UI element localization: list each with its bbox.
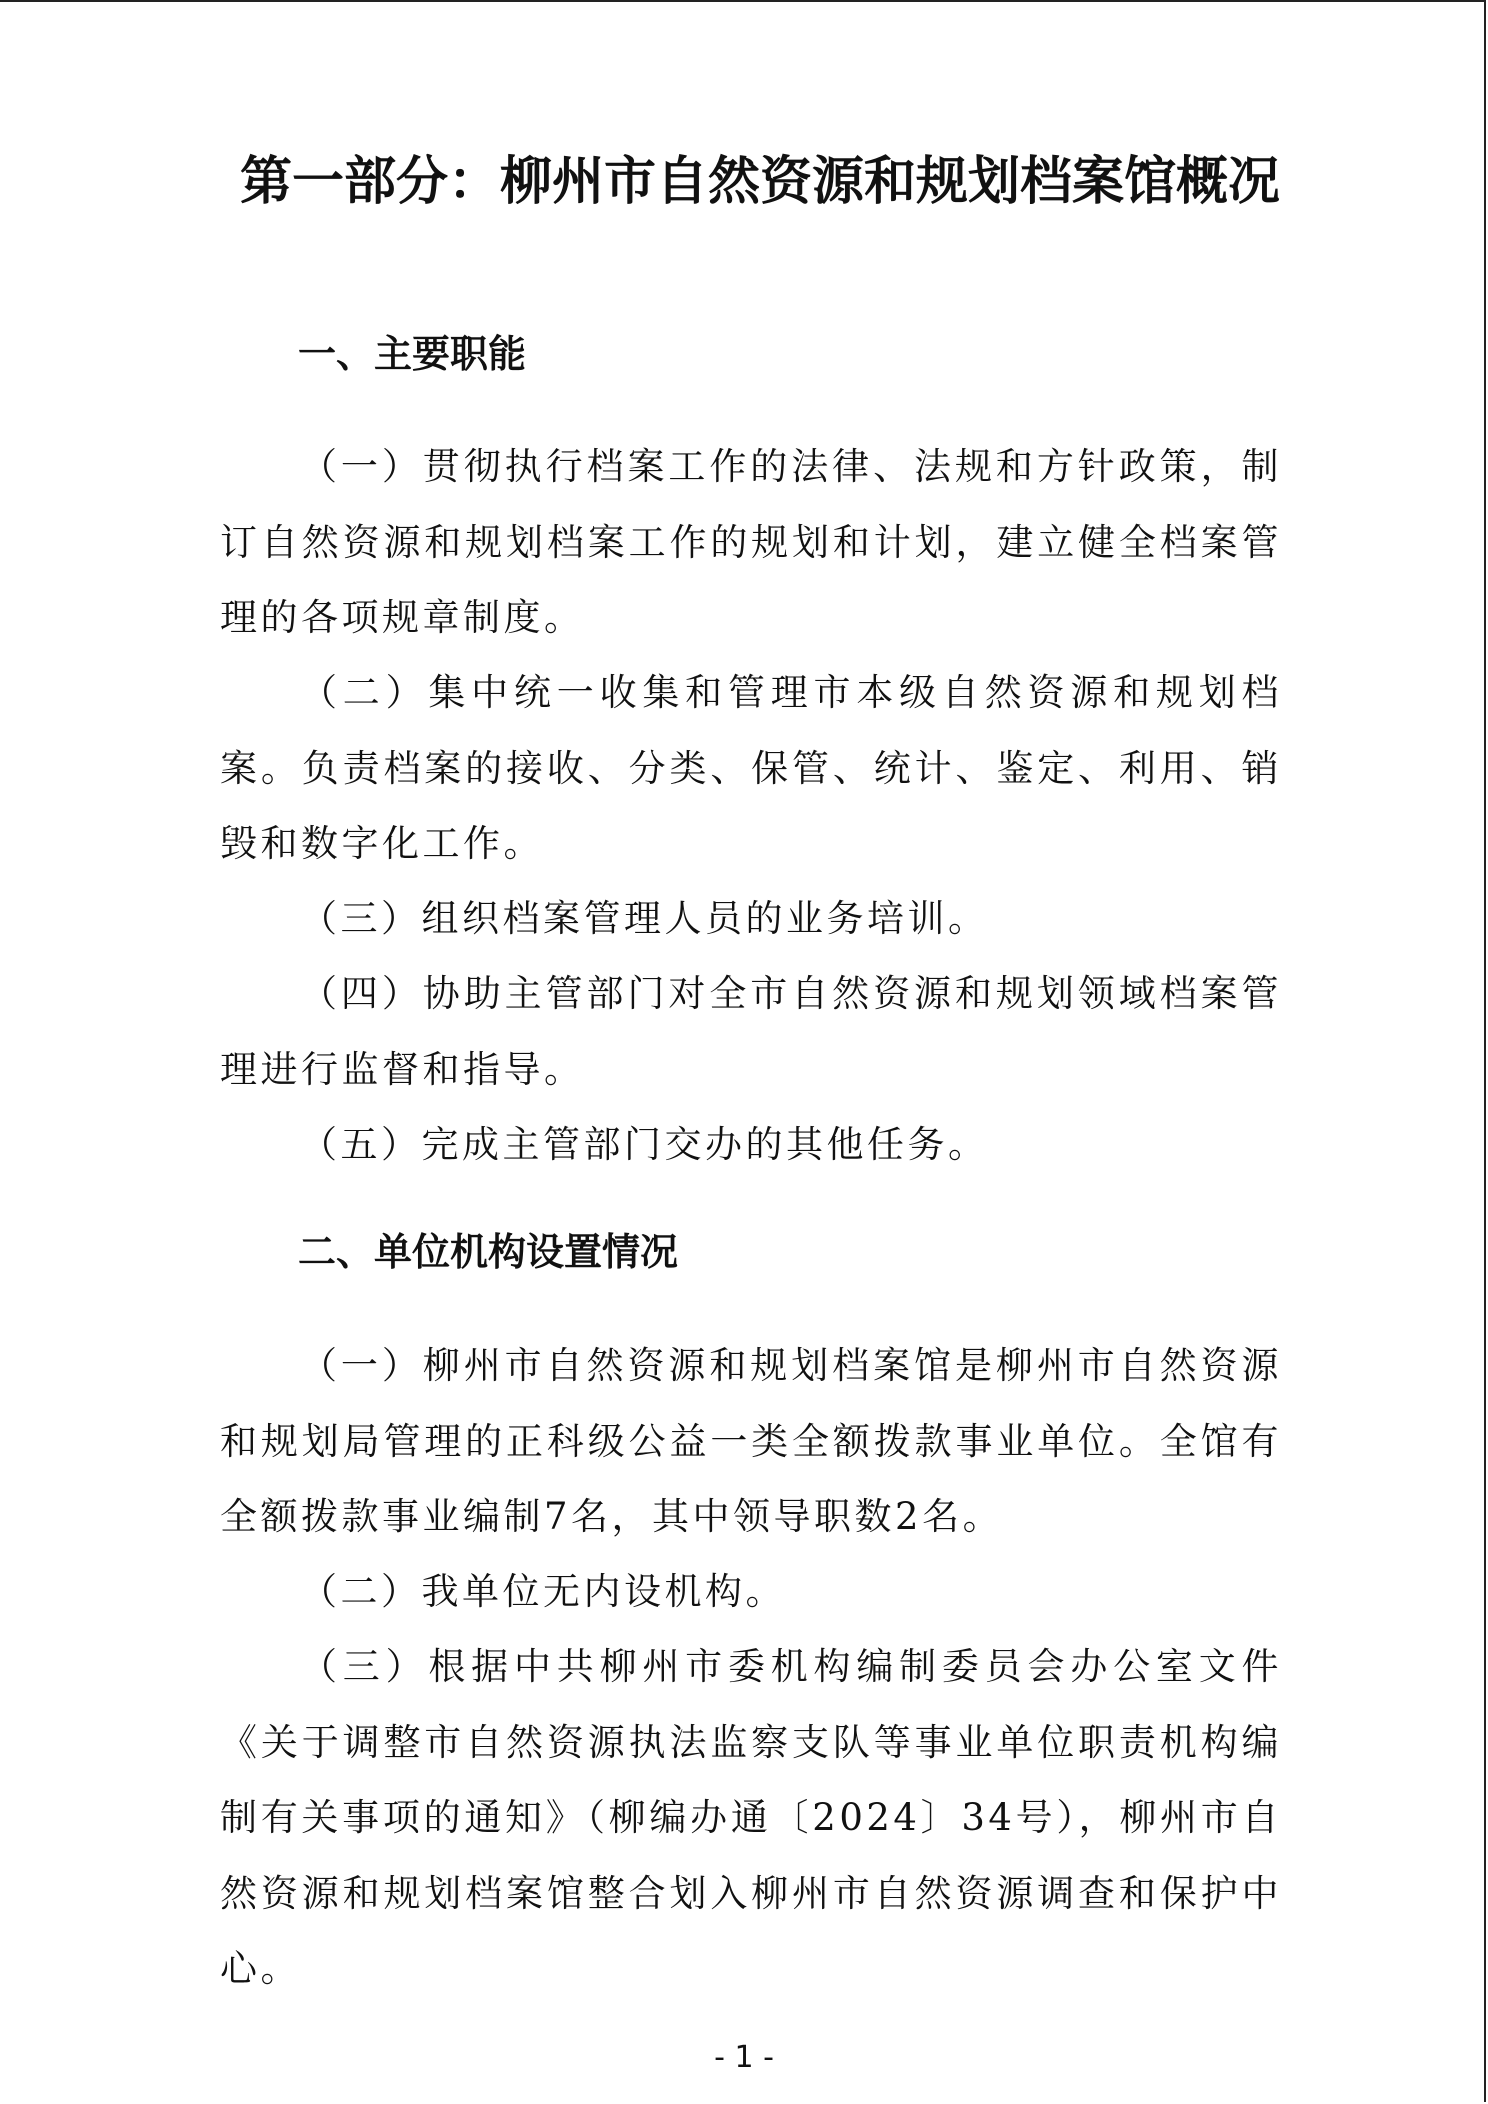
paragraph-organization-1: （一）柳州市自然资源和规划档案馆是柳州市自然资源和规划局管理的正科级公益一类全额拨款事业单位。全馆有全额拨款事业编制7名，其中领导职数2名。 [220,1344,1282,1538]
paragraph-function-5: （五）完成主管部门交办的其他任务。 [300,1123,989,1166]
paragraph-organization-2: （二）我单位无内设机构。 [300,1570,786,1613]
paragraph-function-2: （二）集中统一收集和管理市本级自然资源和规划档案。负责档案的接收、分类、保管、统计、鉴定、利用、销毁和数字化工作。 [220,671,1282,865]
page-title: 第一部分：柳州市自然资源和规划档案馆概况 [239,152,1280,212]
paragraph-function-3: （三）组织档案管理人员的业务培训。 [300,897,989,940]
paragraph-organization-3: （三）根据中共柳州市委机构编制委员会办公室文件《关于调整市自然资源执法监察支队等事业单位职责机构编制有关事项的通知》（柳编办通〔2024〕34号），柳州市自然资源和规划档案馆整合划入柳州市自然资源调查和保护中心。 [220,1645,1282,1990]
paragraph-function-1: （一）贯彻执行档案工作的法律、法规和方针政策，制订自然资源和规划档案工作的规划和计划，建立健全档案管理的各项规章制度。 [220,445,1282,639]
page-number: - 1 - [714,2040,774,2075]
section-heading-functions: 一、主要职能 [298,332,527,376]
paragraph-function-4: （四）协助主管部门对全市自然资源和规划领域档案管理进行监督和指导。 [220,972,1282,1091]
section-heading-organization: 二、单位机构设置情况 [298,1230,679,1274]
